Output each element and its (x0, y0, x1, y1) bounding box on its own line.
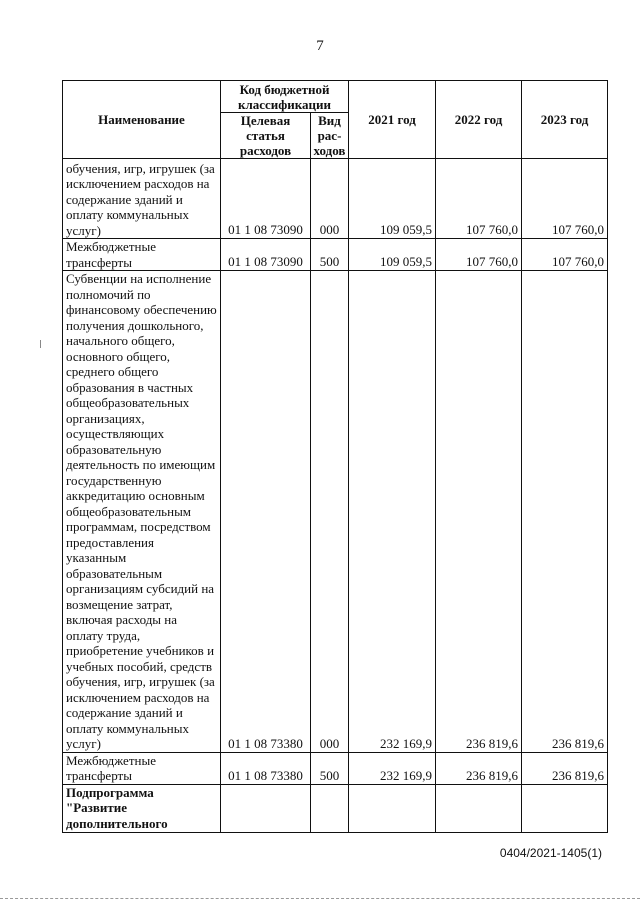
budget-table (62, 80, 608, 833)
cell-name: Межбюджетные трансферты (63, 752, 221, 784)
table-row (63, 159, 608, 239)
cell-2023 (522, 784, 608, 832)
cell-target-item: 01 1 08 73090 (221, 239, 311, 271)
table-row (63, 752, 608, 784)
page-number: 7 (316, 38, 324, 54)
table-header (63, 81, 608, 159)
cell-2023: 236 819,6 (522, 271, 608, 753)
cell-2021: 232 169,9 (349, 271, 436, 753)
header-target-item: Целевая статья расходов (221, 113, 311, 159)
cell-2023: 107 760,0 (522, 239, 608, 271)
cell-2022: 236 819,6 (436, 271, 522, 753)
cell-2023: 107 760,0 (522, 159, 608, 239)
header-budget-code: Код бюджетной классификации (221, 81, 349, 113)
scan-mark (40, 340, 41, 348)
header-name-label: Наименование (98, 112, 185, 127)
header-year-2021: 2021 год (349, 81, 436, 159)
header-name (63, 81, 221, 159)
cell-target-item: 01 1 08 73380 (221, 752, 311, 784)
cell-expense-type: 000 (311, 271, 349, 753)
table-row (63, 239, 608, 271)
cell-expense-type: 500 (311, 239, 349, 271)
table-row (63, 271, 608, 753)
cell-2022 (436, 784, 522, 832)
cell-name: Межбюджетные трансферты (63, 239, 221, 271)
cell-2022: 107 760,0 (436, 159, 522, 239)
cell-target-item (221, 784, 311, 832)
cell-expense-type: 000 (311, 159, 349, 239)
cell-name: обучения, игр, игрушек (за исключением расходов на содержание зданий и оплату коммунальных услуг) (63, 159, 221, 239)
cell-expense-type (311, 784, 349, 832)
cell-target-item: 01 1 08 73090 (221, 159, 311, 239)
table-body (63, 159, 608, 833)
header-expense-type: Вид рас-ходов (311, 113, 349, 159)
table-row (63, 784, 608, 832)
cell-2022: 107 760,0 (436, 239, 522, 271)
footer-document-number: 0404/2021-1405(1) (499, 846, 602, 860)
cell-target-item: 01 1 08 73380 (221, 271, 311, 753)
cell-2021: 109 059,5 (349, 159, 436, 239)
cell-name: Субвенции на исполнение полномочий по финансовому обеспечению получения дошкольного, начального общего, основного общего, среднего общего образования в частных общеобразовательных организациях, осуществляющих образовательную деятельность по имеющим государственную аккредитацию основным общеобразовательным программам, посредством предоставления указанным образовательным организациям субсидий на возмещение затрат, включая расходы на оплату труда, приобретение учебников и учебных пособий, средств обучения, игр, игрушек (за исключением расходов на содержание зданий и оплату коммунальных услуг) (63, 271, 221, 753)
cell-name: Подпрограмма "Развитие дополнительного (63, 784, 221, 832)
cell-2021: 232 169,9 (349, 752, 436, 784)
cell-2021: 109 059,5 (349, 239, 436, 271)
cell-2022: 236 819,6 (436, 752, 522, 784)
cell-expense-type: 500 (311, 752, 349, 784)
cell-2023: 236 819,6 (522, 752, 608, 784)
scan-edge-line (0, 898, 640, 900)
header-year-2023: 2023 год (522, 81, 608, 159)
header-year-2022: 2022 год (436, 81, 522, 159)
cell-2021 (349, 784, 436, 832)
